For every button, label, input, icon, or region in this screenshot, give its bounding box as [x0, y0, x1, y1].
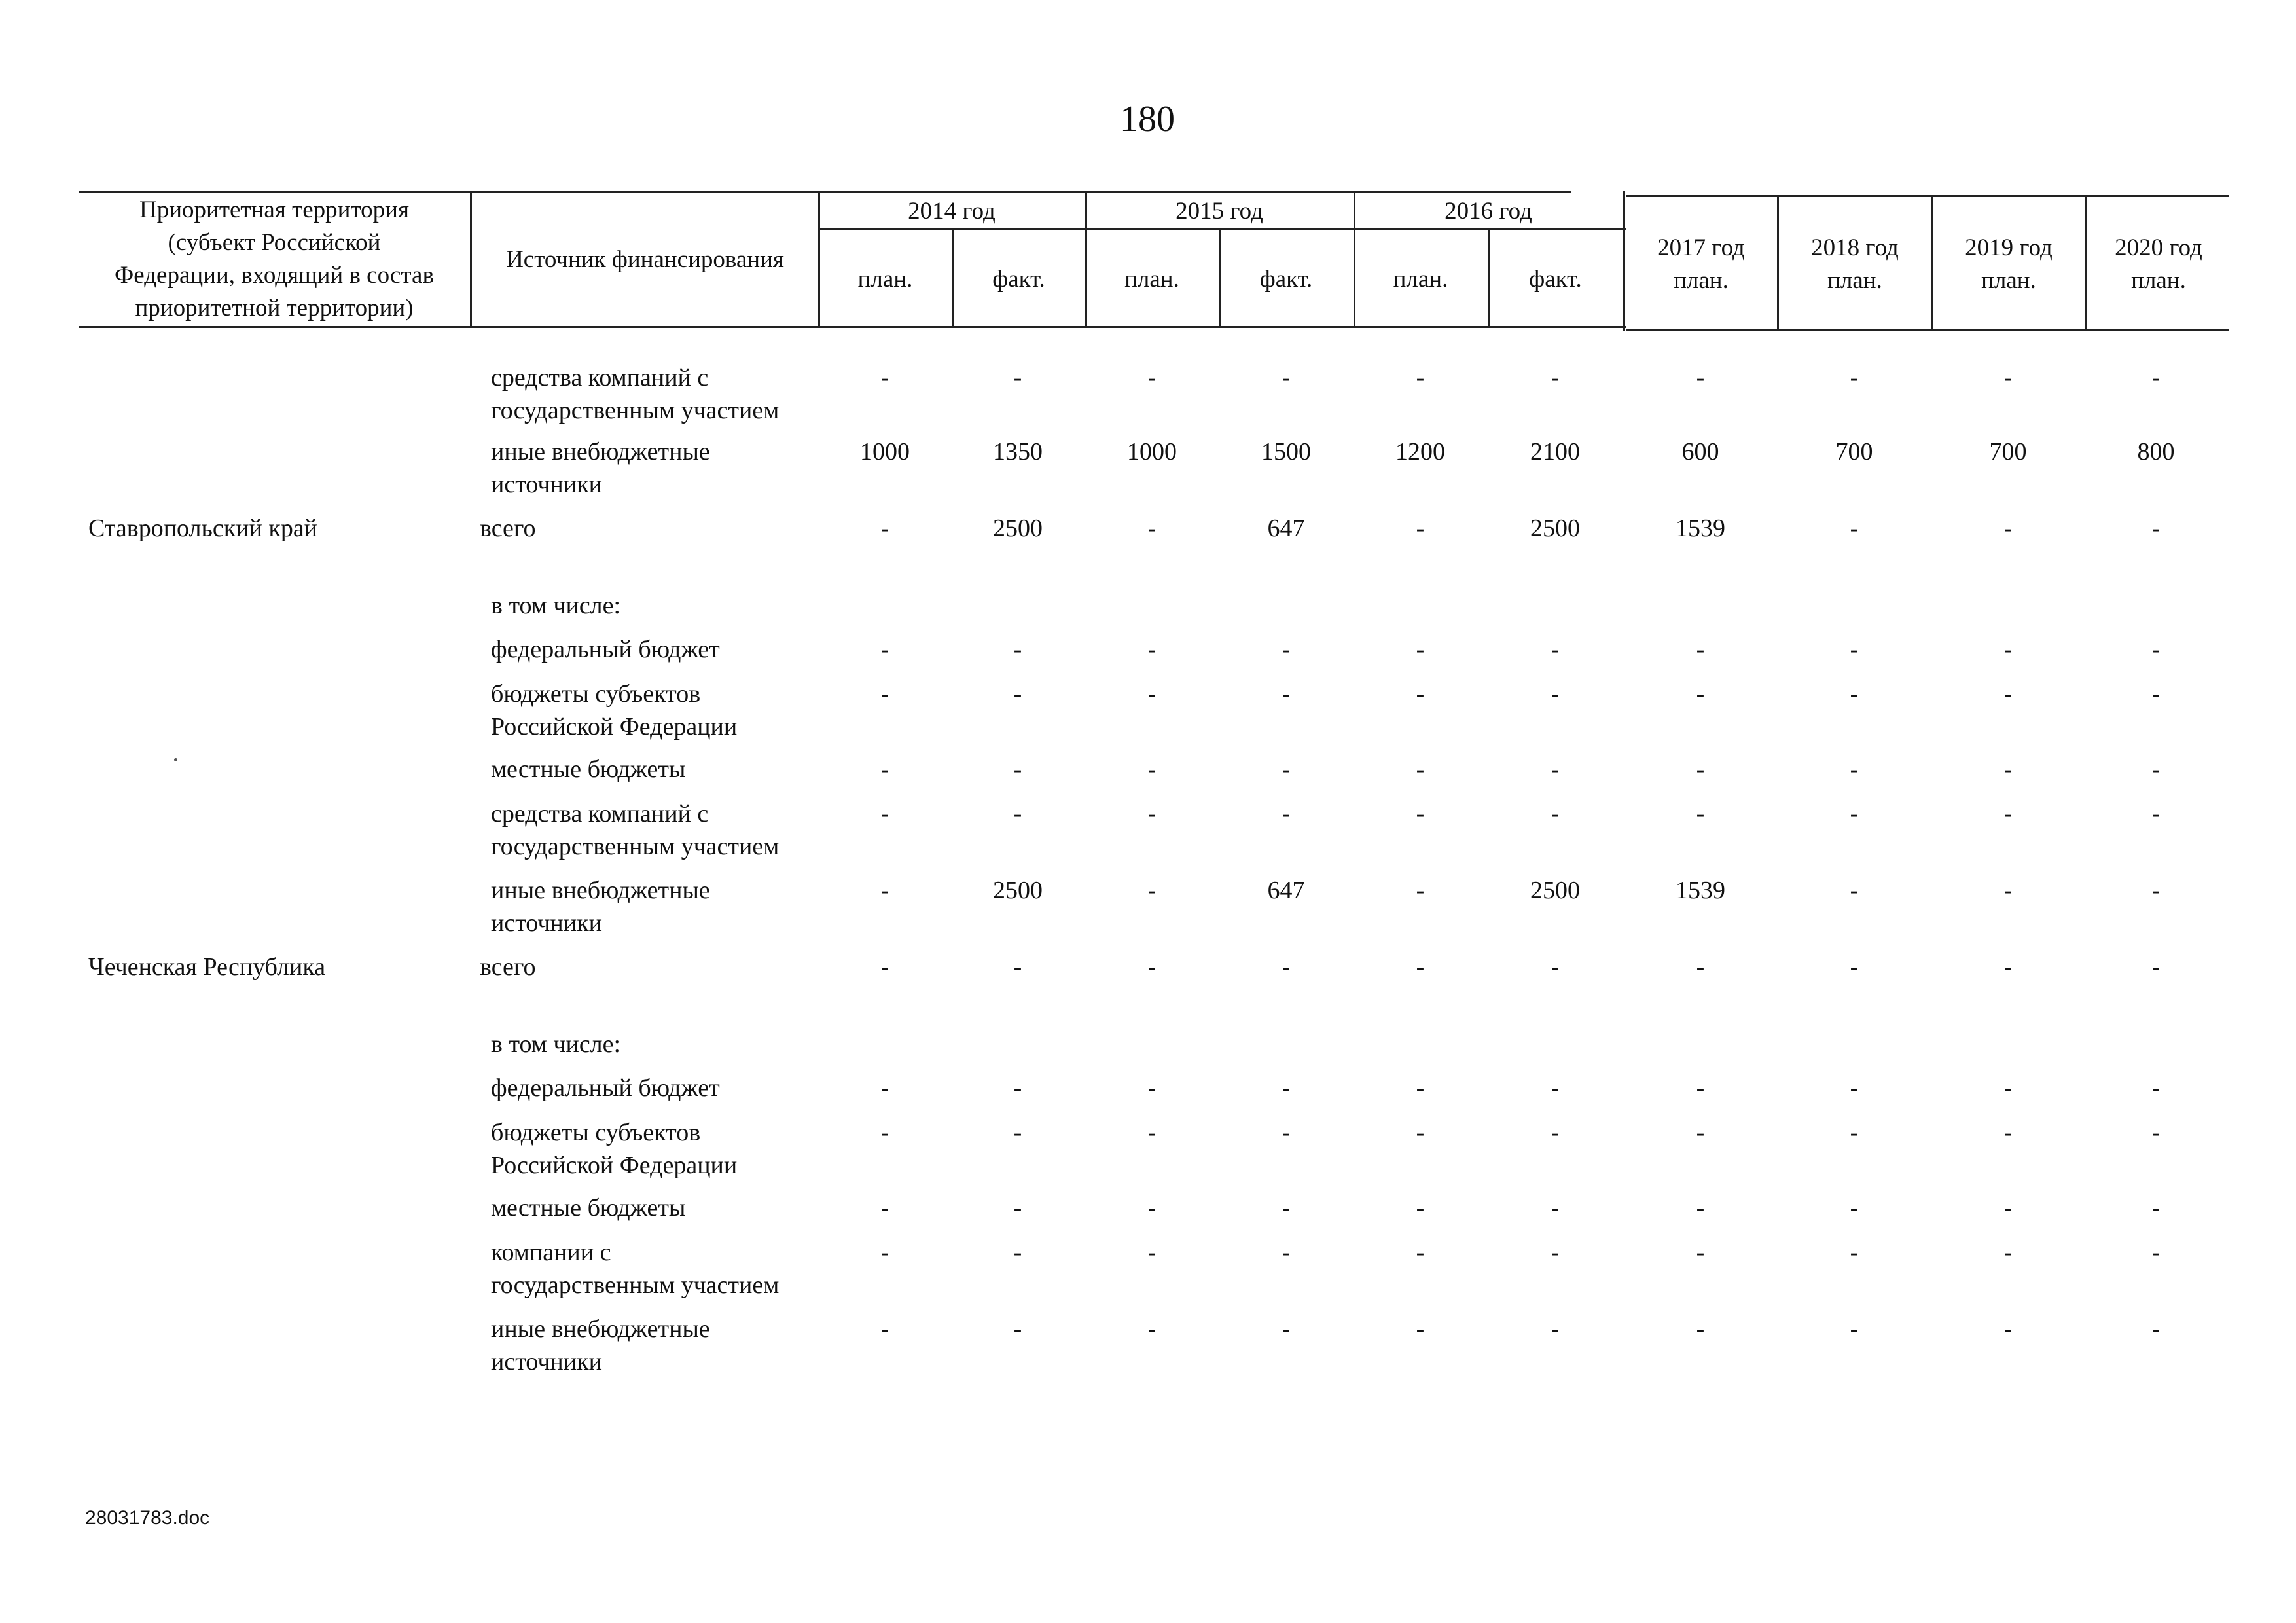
value-cell: -	[1850, 800, 1859, 828]
value-cell: -	[2003, 1194, 2013, 1222]
value-cell: -	[1147, 1119, 1157, 1146]
header-fact-2014: факт.	[992, 266, 1045, 293]
source-cell: источники	[491, 909, 602, 937]
source-cell: средства компаний с	[491, 364, 709, 392]
source-cell: государственным участием	[491, 1271, 780, 1299]
value-cell: -	[1013, 364, 1022, 392]
value-cell: 1000	[1127, 438, 1177, 465]
value-cell: 1500	[1261, 438, 1311, 465]
value-cell: -	[1850, 680, 1859, 708]
scan-speck	[174, 758, 177, 761]
value-cell: -	[1013, 1074, 1022, 1102]
value-cell: -	[2003, 1119, 2013, 1146]
header-plan-label: план.	[1827, 267, 1882, 294]
header-year-2019	[1933, 232, 2085, 297]
source-cell: местные бюджеты	[491, 1194, 686, 1222]
value-cell: -	[1551, 680, 1560, 708]
value-cell: -	[1696, 1119, 1705, 1146]
header-year-2015: 2015 год	[1175, 198, 1263, 225]
value-cell: -	[1850, 1239, 1859, 1266]
value-cell: -	[1147, 1315, 1157, 1343]
header-territory-line: Федерации, входящий в состав	[115, 262, 434, 289]
value-cell: -	[2003, 680, 2013, 708]
value-cell: -	[1282, 953, 1291, 981]
source-cell: всего	[480, 515, 536, 542]
value-cell: 2500	[993, 515, 1043, 542]
value-cell: -	[1416, 1315, 1425, 1343]
value-cell: 600	[1681, 438, 1719, 465]
value-cell: -	[1013, 1315, 1022, 1343]
value-cell: -	[2151, 1239, 2161, 1266]
value-cell: -	[880, 953, 889, 981]
value-cell: -	[1282, 1315, 1291, 1343]
value-cell: -	[1416, 515, 1425, 542]
header-territory-line: (субъект Российской	[168, 229, 381, 256]
header-year-2020	[2087, 232, 2231, 297]
value-cell: 1000	[860, 438, 910, 465]
value-cell: -	[2003, 1239, 2013, 1266]
value-cell: -	[1696, 1315, 1705, 1343]
value-cell: 2100	[1530, 438, 1580, 465]
value-cell: 1200	[1395, 438, 1445, 465]
value-cell: -	[1850, 877, 1859, 904]
value-cell: -	[1416, 1239, 1425, 1266]
value-cell: -	[1147, 800, 1157, 828]
source-cell: федеральный бюджет	[491, 1074, 720, 1102]
value-cell: -	[1282, 636, 1291, 663]
value-cell: -	[2003, 953, 2013, 981]
value-cell: -	[2003, 877, 2013, 904]
value-cell: -	[2151, 1074, 2161, 1102]
header-year-label: 2018 год	[1811, 234, 1899, 261]
source-cell: источники	[491, 1348, 602, 1376]
source-cell: государственным участием	[491, 833, 780, 860]
header-bottom-rule	[79, 326, 1626, 328]
source-cell: государственным участием	[491, 397, 780, 424]
value-cell: -	[2151, 756, 2161, 783]
value-cell: -	[2151, 364, 2161, 392]
source-cell: в том числе:	[491, 1030, 621, 1058]
value-cell: -	[1147, 364, 1157, 392]
source-cell: источники	[491, 471, 602, 498]
value-cell: -	[2151, 515, 2161, 542]
source-cell: компании с	[491, 1239, 611, 1266]
header-plan-2015: план.	[1124, 266, 1179, 293]
header-year-2014: 2014 год	[908, 198, 996, 225]
value-cell: -	[1551, 1074, 1560, 1102]
value-cell: -	[1416, 636, 1425, 663]
header-plan-2016: план.	[1393, 266, 1448, 293]
value-cell: -	[1551, 953, 1560, 981]
value-cell: 1539	[1676, 877, 1725, 904]
value-cell: -	[1147, 1239, 1157, 1266]
value-cell: -	[2151, 636, 2161, 663]
value-cell: -	[880, 877, 889, 904]
value-cell: -	[1696, 636, 1705, 663]
header-plan-label: план.	[1981, 267, 2036, 294]
value-cell: -	[2003, 756, 2013, 783]
value-cell: -	[1416, 800, 1425, 828]
value-cell: -	[2151, 800, 2161, 828]
value-cell: -	[1696, 680, 1705, 708]
value-cell: -	[1282, 1239, 1291, 1266]
value-cell: -	[880, 1074, 889, 1102]
source-cell: в том числе:	[491, 592, 621, 619]
source-cell: бюджеты субъектов	[491, 1119, 701, 1146]
value-cell: -	[1551, 1239, 1560, 1266]
value-cell: 700	[1835, 438, 1873, 465]
header-year-2017	[1625, 232, 1777, 297]
value-cell: -	[2003, 636, 2013, 663]
value-cell: -	[1013, 1194, 1022, 1222]
value-cell: -	[1696, 1239, 1705, 1266]
value-cell: -	[1013, 1119, 1022, 1146]
value-cell: -	[2151, 877, 2161, 904]
value-cell: -	[1850, 636, 1859, 663]
header-top-rule-right	[1626, 195, 2229, 197]
value-cell: -	[1282, 800, 1291, 828]
value-cell: -	[1416, 756, 1425, 783]
value-cell: -	[880, 1194, 889, 1222]
value-cell: -	[1696, 1194, 1705, 1222]
value-cell: -	[1147, 515, 1157, 542]
file-name-footer: 28031783.doc	[85, 1507, 210, 1529]
value-cell: -	[1147, 1074, 1157, 1102]
value-cell: -	[2151, 1315, 2161, 1343]
value-cell: -	[1013, 1239, 1022, 1266]
value-cell: -	[1013, 636, 1022, 663]
value-cell: -	[880, 1239, 889, 1266]
value-cell: -	[880, 680, 889, 708]
value-cell: -	[1850, 515, 1859, 542]
header-year-label: 2019 год	[1965, 234, 2053, 261]
value-cell: -	[1416, 877, 1425, 904]
header-year-2018	[1779, 232, 1931, 297]
value-cell: 2500	[1530, 515, 1580, 542]
value-cell: -	[880, 515, 889, 542]
value-cell: -	[1850, 953, 1859, 981]
header-fact-2016: факт.	[1529, 266, 1582, 293]
value-cell: -	[1013, 680, 1022, 708]
value-cell: -	[1416, 1194, 1425, 1222]
source-cell: иные внебюджетные	[491, 877, 710, 904]
value-cell: -	[1551, 756, 1560, 783]
value-cell: -	[1850, 364, 1859, 392]
value-cell: -	[1013, 953, 1022, 981]
value-cell: -	[1551, 364, 1560, 392]
value-cell: -	[1147, 1194, 1157, 1222]
page-number: 180	[1120, 99, 1175, 139]
value-cell: 647	[1267, 877, 1305, 904]
value-cell: -	[1013, 756, 1022, 783]
value-cell: -	[880, 1315, 889, 1343]
value-cell: 700	[1989, 438, 2027, 465]
source-cell: иные внебюджетные	[491, 438, 710, 465]
value-cell: -	[1850, 1074, 1859, 1102]
source-cell: бюджеты субъектов	[491, 680, 701, 708]
source-cell: федеральный бюджет	[491, 636, 720, 663]
value-cell: -	[1850, 1194, 1859, 1222]
source-cell: местные бюджеты	[491, 756, 686, 783]
value-cell: -	[1416, 680, 1425, 708]
header-bottom-rule-right	[1626, 329, 2229, 331]
header-source: Источник финансирования	[506, 246, 784, 273]
value-cell: -	[1416, 953, 1425, 981]
header-year-label: 2017 год	[1657, 234, 1745, 261]
header-plan-label: план.	[2131, 267, 2186, 294]
value-cell: -	[1147, 877, 1157, 904]
header-year-2016: 2016 год	[1444, 198, 1532, 225]
value-cell: -	[2151, 953, 2161, 981]
value-cell: 2500	[993, 877, 1043, 904]
value-cell: 1350	[993, 438, 1043, 465]
territory-cell: Ставропольский край	[88, 515, 318, 542]
header-fact-2015: факт.	[1259, 266, 1313, 293]
value-cell: -	[880, 756, 889, 783]
value-cell: -	[2151, 1119, 2161, 1146]
value-cell: -	[880, 364, 889, 392]
value-cell: -	[1282, 1074, 1291, 1102]
value-cell: -	[2003, 515, 2013, 542]
value-cell: -	[1696, 800, 1705, 828]
value-cell: 2500	[1530, 877, 1580, 904]
header-territory-line: Приоритетная территория	[139, 196, 409, 223]
value-cell: -	[880, 800, 889, 828]
value-cell: -	[1282, 1194, 1291, 1222]
value-cell: -	[1551, 1315, 1560, 1343]
value-cell: -	[2003, 800, 2013, 828]
header-territory-line: приоритетной территории)	[135, 295, 414, 321]
value-cell: -	[1850, 1119, 1859, 1146]
source-cell: Российской Федерации	[491, 713, 738, 740]
value-cell: -	[2151, 680, 2161, 708]
value-cell: -	[1282, 680, 1291, 708]
value-cell: -	[1416, 1074, 1425, 1102]
source-cell: Российской Федерации	[491, 1152, 738, 1179]
value-cell: -	[1696, 756, 1705, 783]
value-cell: -	[1147, 953, 1157, 981]
value-cell: -	[1147, 680, 1157, 708]
value-cell: 647	[1267, 515, 1305, 542]
value-cell: -	[1551, 800, 1560, 828]
value-cell: -	[1147, 756, 1157, 783]
value-cell: -	[2003, 1074, 2013, 1102]
value-cell: -	[1416, 1119, 1425, 1146]
value-cell: -	[1013, 800, 1022, 828]
territory-cell: Чеченская Республика	[88, 953, 326, 981]
value-cell: -	[2151, 1194, 2161, 1222]
value-cell: -	[2003, 364, 2013, 392]
value-cell: -	[1551, 1119, 1560, 1146]
value-cell: -	[1696, 1074, 1705, 1102]
source-cell: всего	[480, 953, 536, 981]
value-cell: -	[1282, 1119, 1291, 1146]
value-cell: -	[1696, 364, 1705, 392]
value-cell: -	[1551, 636, 1560, 663]
header-territory	[79, 194, 470, 325]
value-cell: -	[1147, 636, 1157, 663]
value-cell: -	[1282, 364, 1291, 392]
header-top-rule	[79, 191, 1571, 193]
year-sub-rule	[818, 228, 1626, 230]
value-cell: -	[1850, 1315, 1859, 1343]
header-year-label: 2020 год	[2115, 234, 2202, 261]
source-cell: средства компаний с	[491, 800, 709, 828]
header-plan-label: план.	[1674, 267, 1729, 294]
value-cell: -	[1850, 756, 1859, 783]
value-cell: -	[1551, 1194, 1560, 1222]
value-cell: 800	[2137, 438, 2175, 465]
value-cell: -	[1282, 756, 1291, 783]
value-cell: -	[880, 636, 889, 663]
value-cell: -	[1696, 953, 1705, 981]
value-cell: 1539	[1676, 515, 1725, 542]
value-cell: -	[2003, 1315, 2013, 1343]
source-cell: иные внебюджетные	[491, 1315, 710, 1343]
header-plan-2014: план.	[857, 266, 913, 293]
value-cell: -	[1416, 364, 1425, 392]
value-cell: -	[880, 1119, 889, 1146]
